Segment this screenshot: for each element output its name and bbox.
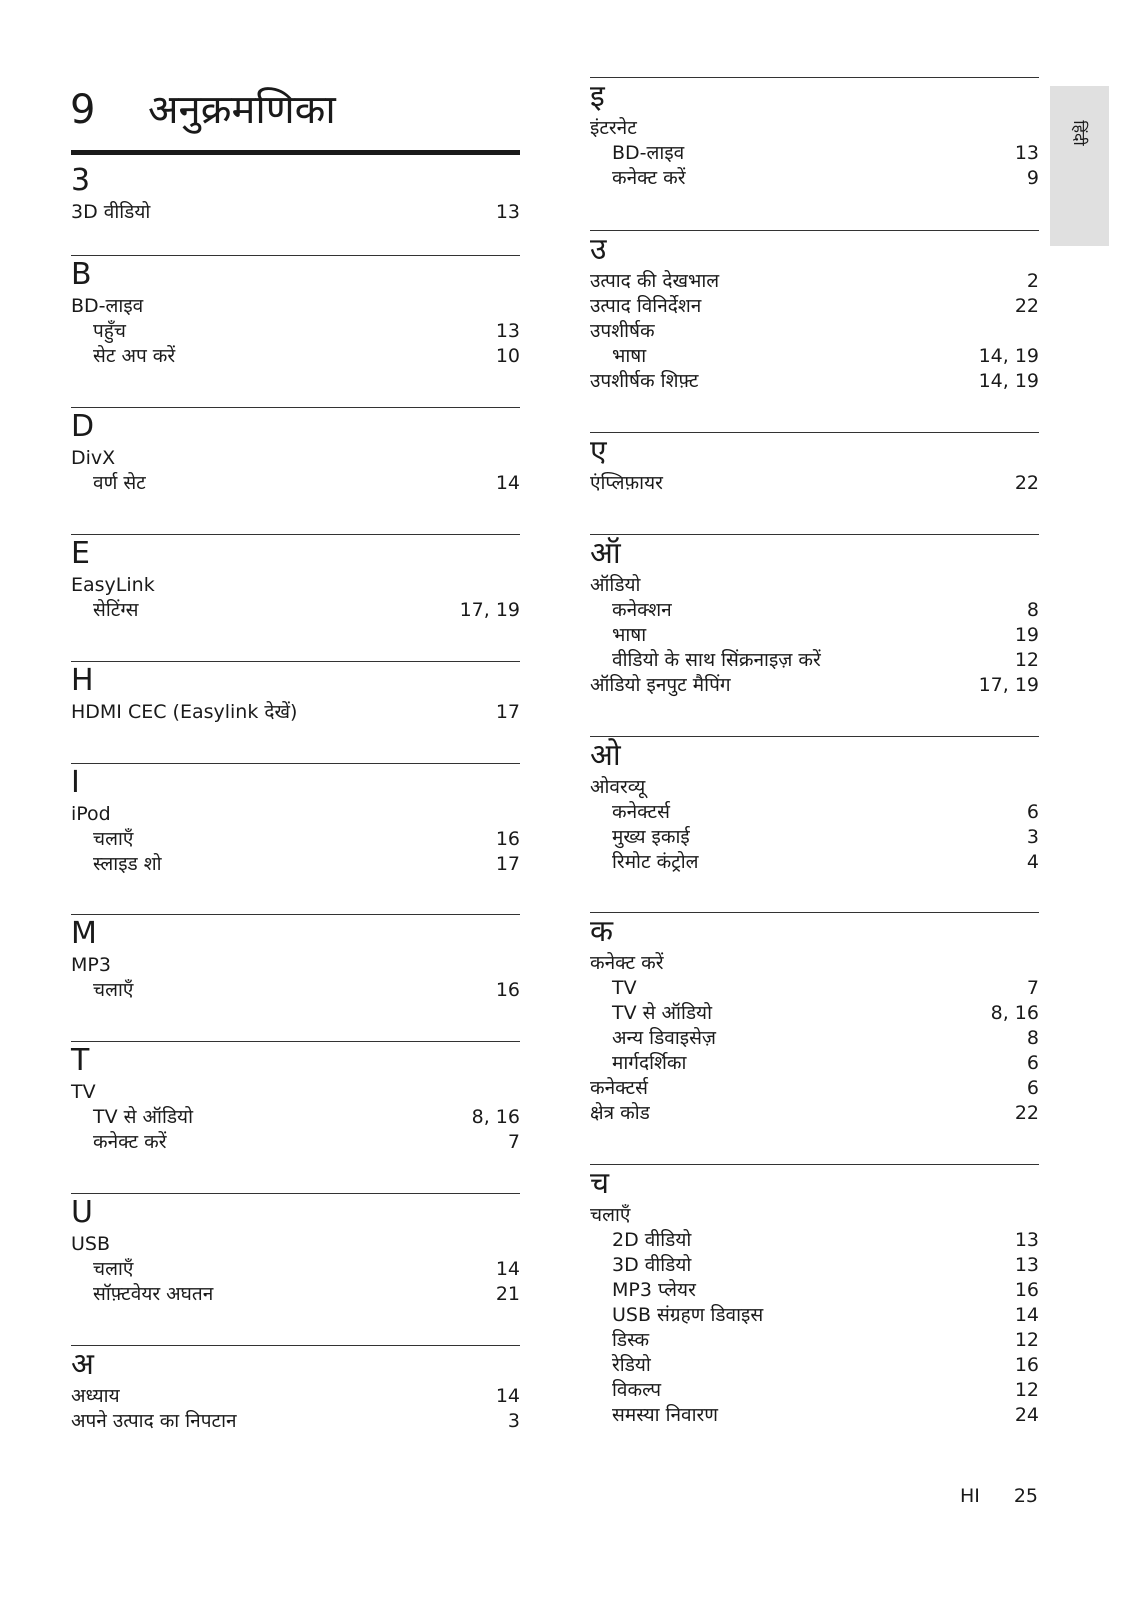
index-subentry	[590, 344, 1039, 369]
entry-pages: 13	[1014, 1254, 1039, 1276]
entry-pages: 21	[495, 1283, 520, 1305]
entry-label: TV से ऑडियो	[612, 1002, 712, 1024]
index-entry	[590, 269, 1039, 294]
entry-pages: 8	[1026, 599, 1039, 621]
index-entry	[71, 802, 520, 827]
entry-label: एंप्लिफ़ायर	[590, 472, 663, 494]
index-subentry	[590, 623, 1039, 648]
index-entry	[71, 1232, 520, 1257]
index-subentry	[71, 344, 520, 369]
entry-label: विकल्प	[612, 1379, 662, 1401]
index-subentry	[590, 1026, 1039, 1051]
index-entry	[590, 573, 1039, 598]
index-subentry	[590, 800, 1039, 825]
chapter-title: अनुक्रमणिका	[148, 87, 336, 133]
entry-label: सेटिंग्स	[93, 599, 139, 621]
entry-label: अध्याय	[71, 1385, 120, 1407]
entry-label: ओवरव्यू	[590, 776, 646, 798]
entry-label: चलाएँ	[93, 979, 134, 1001]
entry-pages: 14, 19	[978, 370, 1039, 392]
entry-label: USB	[71, 1233, 111, 1255]
entry-label: iPod	[71, 803, 111, 825]
index-entry	[590, 471, 1039, 496]
entry-pages: 12	[1014, 649, 1039, 671]
entry-label: TV	[71, 1081, 96, 1103]
entry-pages: 22	[1014, 295, 1039, 317]
entry-label: DivX	[71, 447, 116, 469]
index-entry	[590, 775, 1039, 800]
index-subentry	[590, 1353, 1039, 1378]
entry-pages: 13	[495, 320, 520, 342]
index-subentry	[590, 1378, 1039, 1403]
entry-pages: 17, 19	[459, 599, 520, 621]
index-subentry	[590, 1001, 1039, 1026]
section-letter: I	[71, 765, 80, 800]
index-section	[71, 661, 520, 725]
entry-pages: 7	[507, 1131, 520, 1153]
entry-pages: 13	[495, 201, 520, 223]
entry-pages: 9	[1026, 167, 1039, 189]
index-subentry	[71, 852, 520, 877]
section-letter: T	[71, 1043, 90, 1078]
index-section	[590, 534, 1039, 698]
section-letter: क	[590, 914, 614, 949]
entry-label: डिस्क	[612, 1329, 650, 1351]
index-section	[71, 914, 520, 1003]
entry-pages: 22	[1014, 1102, 1039, 1124]
entry-label: कनेक्ट करें	[93, 1131, 167, 1153]
index-subentry	[71, 319, 520, 344]
entry-pages: 19	[1014, 624, 1039, 646]
footer-lang: HI	[960, 1485, 980, 1507]
entry-pages: 16	[495, 828, 520, 850]
entry-label: ऑडियो इनपुट मैपिंग	[590, 674, 731, 696]
index-section	[590, 230, 1039, 394]
entry-label: उत्पाद विनिर्देशन	[590, 295, 702, 317]
entry-pages: 8, 16	[990, 1002, 1039, 1024]
entry-label: सॉफ़्टवेयर अघतन	[93, 1283, 214, 1305]
language-tab-label: हिंदी	[1069, 120, 1089, 146]
section-letter: इ	[590, 79, 605, 114]
entry-label: समस्या निवारण	[612, 1404, 719, 1426]
entry-label: मार्गदर्शिका	[612, 1052, 687, 1074]
entry-label: 3D वीडियो	[612, 1254, 692, 1276]
entry-label: कनेक्ट करें	[590, 952, 664, 974]
language-tab[interactable]	[1050, 86, 1109, 246]
index-subentry	[590, 598, 1039, 623]
entry-label: वीडियो के साथ सिंक्रनाइज़ करें	[612, 649, 821, 671]
entry-label: TV	[612, 977, 637, 999]
index-subentry	[590, 825, 1039, 850]
entry-pages: 13	[1014, 1229, 1039, 1251]
entry-label: पहुँच	[93, 320, 126, 342]
index-entry	[71, 1409, 520, 1434]
page-footer	[960, 1485, 1038, 1507]
entry-pages: 6	[1026, 1077, 1039, 1099]
section-letter: 3	[71, 163, 91, 198]
entry-label: भाषा	[612, 345, 647, 367]
entry-pages: 24	[1014, 1404, 1039, 1426]
index-subentry	[71, 978, 520, 1003]
index-section	[71, 534, 520, 623]
index-subentry	[71, 827, 520, 852]
entry-pages: 14, 19	[978, 345, 1039, 367]
index-subentry	[590, 166, 1039, 191]
entry-pages: 8	[1026, 1027, 1039, 1049]
index-entry	[590, 1101, 1039, 1126]
index-section	[71, 1041, 520, 1155]
index-entry	[71, 294, 520, 319]
index-entry	[71, 200, 520, 225]
entry-label: USB संग्रहण डिवाइस	[612, 1304, 764, 1326]
index-subentry	[590, 1403, 1039, 1428]
section-letter: ऑ	[590, 536, 621, 571]
page-number: 25	[1013, 1485, 1038, 1507]
entry-pages: 12	[1014, 1379, 1039, 1401]
entry-pages: 3	[507, 1410, 520, 1432]
index-subentry	[590, 1278, 1039, 1303]
entry-label: चलाएँ	[93, 1258, 134, 1280]
section-letter: अ	[71, 1347, 94, 1382]
entry-label: ऑडियो	[590, 574, 641, 596]
index-subentry	[71, 598, 520, 623]
index-entry	[590, 1076, 1039, 1101]
section-letter: D	[71, 409, 95, 444]
index-section	[590, 432, 1039, 496]
entry-label: चलाएँ	[590, 1204, 631, 1226]
entry-pages: 13	[1014, 142, 1039, 164]
index-entry	[590, 319, 1039, 344]
index-section	[590, 77, 1039, 191]
entry-label: MP3	[71, 954, 111, 976]
entry-pages: 2	[1026, 270, 1039, 292]
entry-label: रेडियो	[612, 1354, 651, 1376]
index-subentry	[590, 1253, 1039, 1278]
index-entry	[590, 369, 1039, 394]
entry-label: अपने उत्पाद का निपटान	[71, 1410, 237, 1432]
entry-pages: 17	[495, 853, 520, 875]
entry-pages: 4	[1026, 851, 1039, 873]
index-entry	[71, 1080, 520, 1105]
entry-pages: 14	[1014, 1304, 1039, 1326]
entry-pages: 16	[1014, 1354, 1039, 1376]
entry-label: कनेक्टर्स	[612, 801, 670, 823]
index-section	[71, 1193, 520, 1307]
index-entry	[71, 700, 520, 725]
entry-label: इंटरनेट	[590, 117, 637, 139]
index-entry	[590, 294, 1039, 319]
section-letter: U	[71, 1195, 93, 1230]
index-subentry	[590, 1328, 1039, 1353]
index-subentry	[590, 141, 1039, 166]
index-subentry	[590, 1228, 1039, 1253]
entry-pages: 14	[495, 472, 520, 494]
section-letter: ए	[590, 434, 607, 469]
index-entry	[590, 673, 1039, 698]
entry-label: 2D वीडियो	[612, 1229, 692, 1251]
index-section	[71, 407, 520, 496]
entry-label: TV से ऑडियो	[93, 1106, 193, 1128]
index-section	[71, 763, 520, 877]
entry-label: MP3 प्लेयर	[612, 1279, 696, 1301]
entry-pages: 10	[495, 345, 520, 367]
index-subentry	[590, 850, 1039, 875]
index-entry	[590, 1203, 1039, 1228]
entry-label: चलाएँ	[93, 828, 134, 850]
entry-pages: 16	[1014, 1279, 1039, 1301]
index-subentry	[71, 1105, 520, 1130]
index-entry	[71, 446, 520, 471]
chapter-number: 9	[70, 87, 96, 133]
entry-pages: 12	[1014, 1329, 1039, 1351]
index-entry	[590, 116, 1039, 141]
entry-label: EasyLink	[71, 574, 155, 596]
entry-label: BD-लाइव	[71, 295, 144, 317]
section-letter: उ	[590, 232, 607, 267]
index-entry	[590, 951, 1039, 976]
entry-label: उपशीर्षक शिफ़्ट	[590, 370, 699, 392]
entry-label: HDMI CEC (Easylink देखें)	[71, 701, 298, 723]
entry-pages: 6	[1026, 1052, 1039, 1074]
section-letter: H	[71, 663, 94, 698]
entry-pages: 16	[495, 979, 520, 1001]
entry-label: उपशीर्षक	[590, 320, 655, 342]
entry-pages: 17	[495, 701, 520, 723]
entry-label: उत्पाद की देखभाल	[590, 270, 720, 292]
entry-label: 3D वीडियो	[71, 201, 151, 223]
entry-label: कनेक्ट करें	[612, 167, 686, 189]
index-section	[71, 162, 520, 225]
entry-label: BD-लाइव	[612, 142, 685, 164]
index-entry	[71, 573, 520, 598]
index-entry	[71, 953, 520, 978]
index-section	[71, 1345, 520, 1434]
entry-label: मुख्य इकाई	[612, 826, 690, 848]
section-letter: च	[590, 1166, 610, 1201]
index-subentry	[71, 471, 520, 496]
entry-pages: 14	[495, 1385, 520, 1407]
index-subentry	[590, 1051, 1039, 1076]
page-title	[70, 84, 336, 144]
entry-label: कनेक्टर्स	[590, 1077, 648, 1099]
entry-pages: 17, 19	[978, 674, 1039, 696]
entry-pages: 14	[495, 1258, 520, 1280]
index-entry	[71, 1384, 520, 1409]
entry-pages: 7	[1026, 977, 1039, 999]
entry-pages: 6	[1026, 801, 1039, 823]
entry-label: कनेक्शन	[612, 599, 672, 621]
entry-label: स्लाइड शो	[93, 853, 162, 875]
index-subentry	[71, 1282, 520, 1307]
section-letter: B	[71, 257, 92, 292]
index-subentry	[71, 1130, 520, 1155]
entry-label: रिमोट कंट्रोल	[612, 851, 699, 873]
section-letter: E	[71, 536, 90, 571]
entry-label: सेट अप करें	[93, 345, 176, 367]
section-letter: ओ	[590, 738, 621, 773]
index-section	[71, 255, 520, 369]
entry-label: अन्य डिवाइसेज़	[612, 1027, 717, 1049]
entry-pages: 3	[1026, 826, 1039, 848]
section-letter: M	[71, 916, 97, 951]
index-subentry	[590, 976, 1039, 1001]
index-section	[590, 736, 1039, 875]
entry-pages: 8, 16	[471, 1106, 520, 1128]
index-subentry	[590, 1303, 1039, 1328]
index-subentry	[590, 648, 1039, 673]
index-section	[590, 912, 1039, 1126]
index-subentry	[71, 1257, 520, 1282]
index-section	[590, 1164, 1039, 1428]
entry-pages: 22	[1014, 472, 1039, 494]
entry-label: क्षेत्र कोड	[590, 1102, 650, 1124]
title-rule	[71, 150, 520, 155]
entry-label: वर्ण सेट	[93, 472, 146, 494]
entry-label: भाषा	[612, 624, 647, 646]
